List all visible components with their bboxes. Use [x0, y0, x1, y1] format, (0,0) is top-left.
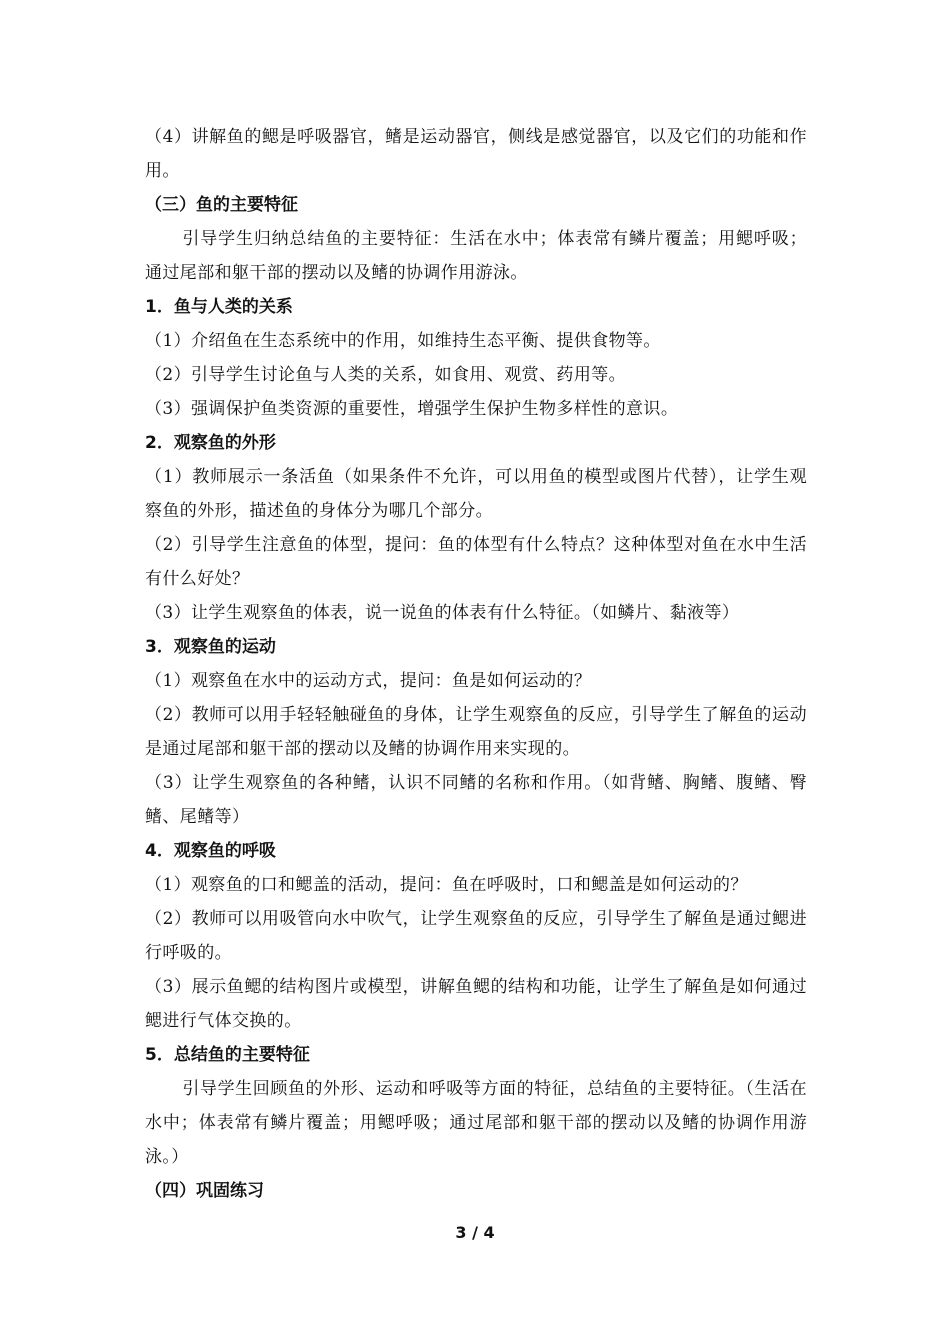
paragraph-mouth-gill-cover: （1）观察鱼的口和鳃盖的活动，提问：鱼在呼吸时，口和鳃盖是如何运动的？	[145, 875, 748, 895]
paragraph-review-features: 引导学生回顾鱼的外形、运动和呼吸等方面的特征，总结鱼的主要特征。（生活在水中；体表常有鳞片覆盖；用鳃呼吸；通过尾部和躯干部的摆动以及鳍的协调作用游泳。）	[145, 1079, 807, 1167]
paragraph-ecosystem-role: （1）介绍鱼在生态系统中的作用，如维持生态平衡、提供食物等。	[145, 331, 661, 351]
heading-observe-shape: 2．观察鱼的外形	[145, 433, 276, 453]
heading-consolidation-practice: （四）巩固练习	[145, 1181, 264, 1201]
heading-observe-breathing: 4．观察鱼的呼吸	[145, 841, 276, 861]
paragraph-protect-resources: （3）强调保护鱼类资源的重要性，增强学生保护生物多样性的意识。	[145, 399, 679, 419]
paragraph-show-live-fish: （1）教师展示一条活鱼（如果条件不允许，可以用鱼的模型或图片代替），让学生观察鱼的外形，描述鱼的身体分为哪几个部分。	[145, 467, 807, 521]
paragraph-straw-blow: （2）教师可以用吸管向水中吹气，让学生观察鱼的反应，引导学生了解鱼是通过鳃进行呼吸的。	[145, 909, 807, 963]
paragraph-body-shape: （2）引导学生注意鱼的体型，提问：鱼的体型有什么特点？这种体型对鱼在水中生活有什么好处？	[145, 535, 807, 589]
document-body	[145, 120, 807, 1208]
paragraph-body-surface: （3）让学生观察鱼的体表，说一说鱼的体表有什么特征。（如鳞片、黏液等）	[145, 603, 740, 623]
paragraph-movement-mode: （1）观察鱼在水中的运动方式，提问：鱼是如何运动的？	[145, 671, 592, 691]
paragraph-human-relations: （2）引导学生讨论鱼与人类的关系，如食用、观赏、药用等。	[145, 365, 627, 385]
heading-observe-movement: 3．观察鱼的运动	[145, 637, 276, 657]
page-number: 3 / 4	[455, 1223, 495, 1242]
paragraph-fins: （3）让学生观察鱼的各种鳍，认识不同鳍的名称和作用。（如背鳍、胸鳍、腹鳍、臀鳍、尾鳍等）	[145, 773, 807, 827]
heading-main-features: （三）鱼的主要特征	[145, 195, 298, 215]
paragraph-main-features-summary: 引导学生归纳总结鱼的主要特征：生活在水中；体表常有鳞片覆盖；用鳃呼吸；通过尾部和躯干部的摆动以及鳍的协调作用游泳。	[145, 229, 807, 283]
heading-fish-and-humans: 1．鱼与人类的关系	[145, 297, 293, 317]
heading-summarize-features: 5．总结鱼的主要特征	[145, 1045, 310, 1065]
paragraph-gill-structure: （3）展示鱼鳃的结构图片或模型，讲解鱼鳃的结构和功能，让学生了解鱼是如何通过鳃进行气体交换的。	[145, 977, 807, 1031]
paragraph-gill-fin-lateral-line: （4）讲解鱼的鳃是呼吸器官，鳍是运动器官，侧线是感觉器官，以及它们的功能和作用。	[145, 127, 807, 181]
paragraph-touch-fish: （2）教师可以用手轻轻触碰鱼的身体，让学生观察鱼的反应，引导学生了解鱼的运动是通过尾部和躯干部的摆动以及鳍的协调作用来实现的。	[145, 705, 807, 759]
